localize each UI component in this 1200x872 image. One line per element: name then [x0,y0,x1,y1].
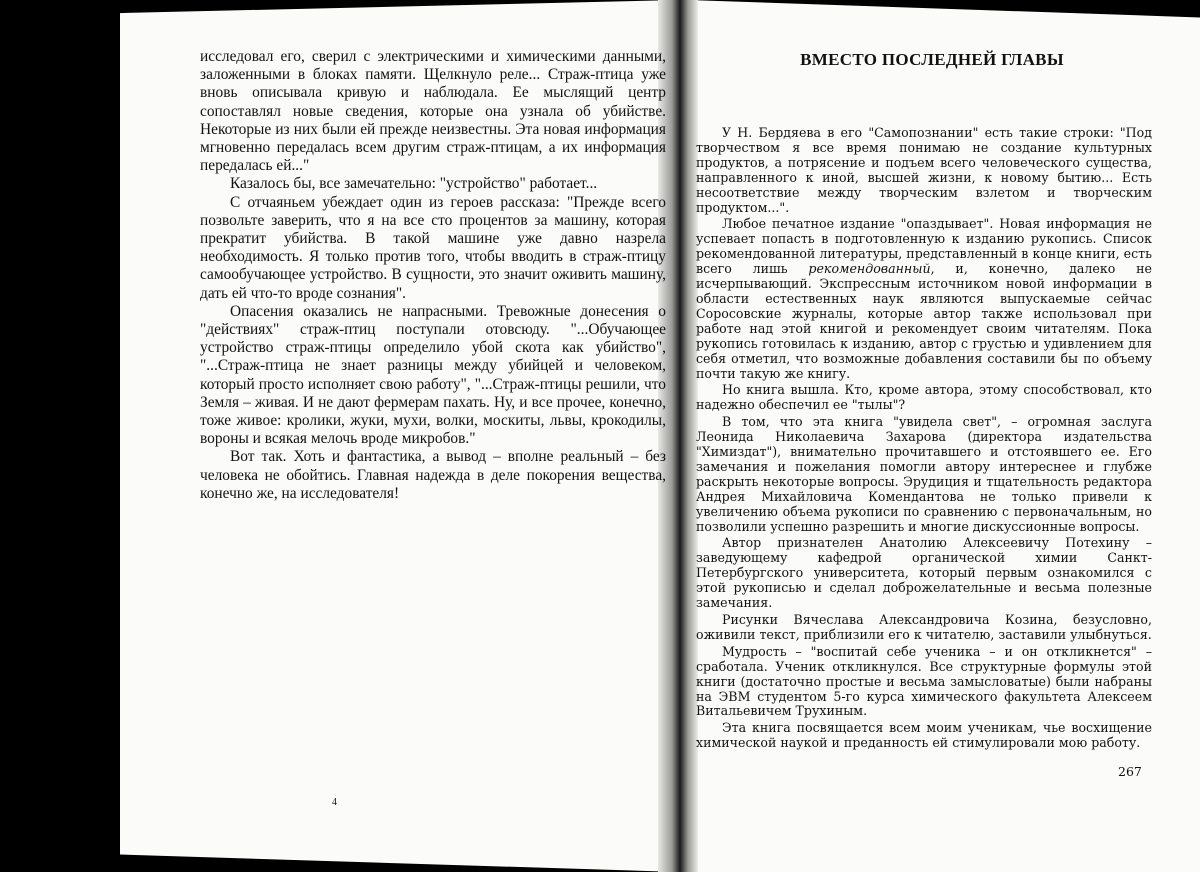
right-paragraph: Мудрость – "воспитай себе ученика – и он откликнется" – сработала. Ученик откликнулся. Все структурные формулы этой книги (достаточно простые и весьма замысловатые) были набраны на ЭВМ студентом 5-го курса химического факультета Алексеем Витальевичем Трухиным. [696,643,1152,719]
left-paragraph: С отчаяньем убеждает один из героев рассказа: "Прежде всего позвольте заверить, что я на все сто процентов за машину, которая прекратит убийства. В такой машине уже давно назрела необходимость. Я только против того, чтобы вводить в страж-птицу самообучающее устройство. В сущности, это значит оживить машину, дать ей что-то вроде сознания". [200,193,666,302]
right-paragraph: Эта книга посвящается всем моим ученикам, чье восхищение химической наукой и преданность ей стимулировали мою работу. [696,720,1152,751]
emphasized-word: рекомендованный [808,261,931,277]
right-paragraph: Но книга вышла. Кто, кроме автора, этому способствовал, кто надежно обеспечил ее "тылы"? [696,382,1152,413]
right-paragraph [696,217,1152,381]
left-page-text [200,48,666,503]
right-paragraph-part: , и, конечно, далеко не исчерпывающий. Экспрессным источником новой информации в области естественных наук являются выпускаемые сейчас Соросовские журналы, которые автор также использовал при работе над этой книгой и рекомендует своим читателям. Пока рукопись готовилась к изданию, автор с грустью и удивлением для себя отметил, что возможные добавления составили бы по объему почти такую же книгу. [696,261,1152,381]
page-mark: 4 [332,797,337,808]
right-paragraph: Автор признателен Анатолию Алексеевичу Потехину – заведующему кафедрой органической химии Санкт-Петербургского университета, который первым ознакомился с этой рукописью и сделал доброжелательные и весьма полезные замечания. [696,535,1152,611]
left-paragraph: Казалось бы, все замечательно: "устройство" работает... [230,175,598,193]
right-page-text [696,126,1152,753]
page-number: 267 [1118,764,1142,779]
left-paragraph: Опасения оказались не напрасными. Тревожные донесения о "действиях" страж-птиц поступали отовсюду. "...Обучающее устройство страж-птицы определило убой скота как убийство", "...Страж-птица не знает разницы между убийцей и человеком, который просто исполняет свою работу", "...Страж-птицы решили, что Земля – живая. И не дают фермерам пахать. Ну, и все прочее, конечно, тоже живое: кролики, жуки, мухи, волки, москиты, львы, крокодилы, вороны и всякая мелочь вроде микробов." [200,302,666,448]
left-paragraph: исследовал его, сверил с электрическими и химическими данными, заложенными в блоках памяти. Щелкнуло реле... Страж-птица уже вновь описывала кривую и наблюдала. Ее мыслящий центр сопоставлял новые сведения, которые она узнала об убийстве. Некоторые из них были ей прежде неизвестны. Эта новая информация мгновенно передалась всем другим страж-птицам, а их информация передалась ей..." [200,48,666,175]
right-paragraph: Рисунки Вячеслава Александровича Козина, безусловно, оживили текст, приблизили его к читателю, заставили улыбнуться. [696,612,1152,642]
right-paragraph: В том, что эта книга "увидела свет", – огромная заслуга Леонида Николаевича Захарова (директора издательства "Химиздат"), внимательно прочитавшего и отстоявшего ее. Его замечания и пожелания помогли автору интереснее и глубже раскрыть некоторые вопросы. Эрудиция и тщательность редактора Андрея Михайловича Комендантова не только привели к увеличению объема рукописи по сравнению с первоначальным, но позволили успешно разрешить и многие дискуссионные вопросы. [696,414,1152,534]
right-paragraph-part: Любое печатное издание "опаздывает". Новая информация не успевает попасть в подготовленную к изданию рукопись. Список рекомендованной литературы, представленный в конце книги, есть всего лишь [696,216,1152,277]
chapter-heading: ВМЕСТО ПОСЛЕДНЕЙ ГЛАВЫ [800,50,1064,69]
left-paragraph: Вот так. Хоть и фантастика, а вывод – вполне реальный – без человека не обойтись. Главная надежда в деле покорения вещества, конечно же, на исследователя! [200,448,666,502]
right-paragraph: У Н. Бердяева в его "Самопознании" есть такие строки: "Под творчеством я все время понимаю не создание культурных продуктов, а потрясение и подъем всего человеческого существа, направленного к иной, высшей жизни, к новому бытию... Есть несоответствие между творческим взлетом и творческим продуктом...". [696,125,1152,215]
